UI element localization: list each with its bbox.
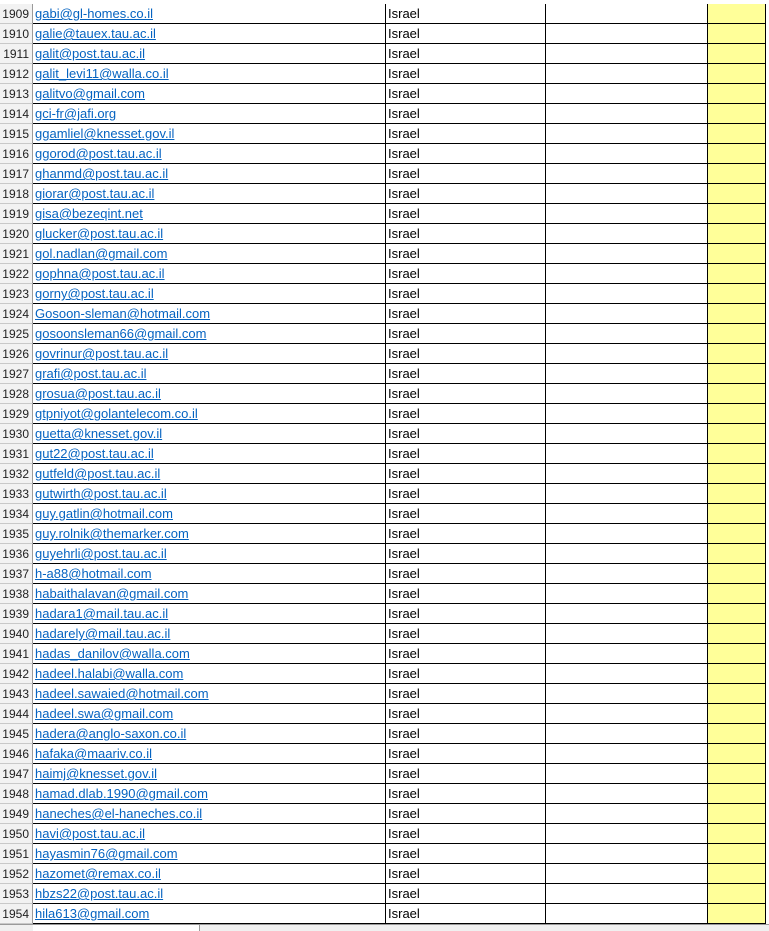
highlighted-cell[interactable] (708, 204, 766, 224)
table-row (0, 164, 769, 184)
email-link-cell[interactable]: hadeel.sawaied@hotmail.com (33, 684, 386, 704)
row-number[interactable]: 1934 (0, 504, 33, 524)
table-row (0, 804, 769, 824)
highlighted-cell[interactable] (708, 384, 766, 404)
highlighted-cell[interactable] (708, 224, 766, 244)
table-row (0, 244, 769, 264)
country-cell[interactable]: Israel (386, 664, 546, 684)
empty-cell[interactable] (546, 24, 708, 44)
email-link-cell[interactable]: hadara1@mail.tau.ac.il (33, 604, 386, 624)
table-row (0, 4, 769, 24)
empty-cell[interactable] (546, 404, 708, 424)
highlighted-cell[interactable] (708, 44, 766, 64)
email-link-cell[interactable]: ggorod@post.tau.ac.il (33, 144, 386, 164)
table-row (0, 504, 769, 524)
empty-cell[interactable] (546, 864, 708, 884)
table-row (0, 304, 769, 324)
email-link-cell[interactable]: galitvo@gmail.com (33, 84, 386, 104)
empty-cell[interactable] (546, 904, 708, 924)
row-number[interactable]: 1928 (0, 384, 33, 404)
highlighted-cell[interactable] (708, 64, 766, 84)
table-row (0, 764, 769, 784)
country-cell[interactable]: Israel (386, 184, 546, 204)
table-row (0, 664, 769, 684)
country-cell[interactable]: Israel (386, 64, 546, 84)
email-link-cell[interactable]: habaithalavan@gmail.com (33, 584, 386, 604)
country-cell[interactable]: Israel (386, 284, 546, 304)
email-link-cell[interactable]: hadarely@mail.tau.ac.il (33, 624, 386, 644)
empty-cell[interactable] (546, 884, 708, 904)
highlighted-cell[interactable] (708, 24, 766, 44)
row-number[interactable]: 1927 (0, 364, 33, 384)
country-cell[interactable]: Israel (386, 764, 546, 784)
country-cell[interactable]: Israel (386, 784, 546, 804)
row-number[interactable]: 1936 (0, 544, 33, 564)
email-link-cell[interactable]: hazomet@remax.co.il (33, 864, 386, 884)
table-row (0, 884, 769, 904)
email-link-cell[interactable]: gutwirth@post.tau.ac.il (33, 484, 386, 504)
email-link-cell[interactable]: gtpniyot@golantelecom.co.il (33, 404, 386, 424)
country-cell[interactable]: Israel (386, 344, 546, 364)
empty-cell[interactable] (546, 64, 708, 84)
email-link-cell[interactable]: gut22@post.tau.ac.il (33, 444, 386, 464)
empty-cell[interactable] (546, 844, 708, 864)
country-cell[interactable]: Israel (386, 724, 546, 744)
email-link-cell[interactable]: hadeel.halabi@walla.com (33, 664, 386, 684)
highlighted-cell[interactable] (708, 584, 766, 604)
table-row (0, 824, 769, 844)
empty-cell[interactable] (546, 684, 708, 704)
table-row (0, 264, 769, 284)
empty-cell[interactable] (546, 504, 708, 524)
table-row (0, 144, 769, 164)
highlighted-cell[interactable] (708, 484, 766, 504)
empty-cell[interactable] (546, 324, 708, 344)
row-number[interactable]: 1948 (0, 784, 33, 804)
highlighted-cell[interactable] (708, 424, 766, 444)
row-number[interactable]: 1918 (0, 184, 33, 204)
empty-cell[interactable] (546, 344, 708, 364)
email-link-cell[interactable]: guyehrli@post.tau.ac.il (33, 544, 386, 564)
highlighted-cell[interactable] (708, 804, 766, 824)
highlighted-cell[interactable] (708, 164, 766, 184)
row-number[interactable]: 1946 (0, 744, 33, 764)
empty-cell[interactable] (546, 464, 708, 484)
country-cell[interactable]: Israel (386, 224, 546, 244)
empty-cell[interactable] (546, 384, 708, 404)
empty-cell[interactable] (546, 764, 708, 784)
table-row (0, 384, 769, 404)
highlighted-cell[interactable] (708, 504, 766, 524)
highlighted-cell[interactable] (708, 544, 766, 564)
country-cell[interactable]: Israel (386, 24, 546, 44)
highlighted-cell[interactable] (708, 404, 766, 424)
country-cell[interactable]: Israel (386, 744, 546, 764)
table-row (0, 844, 769, 864)
table-row (0, 464, 769, 484)
country-cell[interactable]: Israel (386, 604, 546, 624)
empty-cell[interactable] (546, 304, 708, 324)
highlighted-cell[interactable] (708, 144, 766, 164)
table-row (0, 344, 769, 364)
spreadsheet-grid (0, 4, 769, 924)
country-cell[interactable]: Israel (386, 364, 546, 384)
email-link-cell[interactable]: gabi@gl-homes.co.il (33, 4, 386, 24)
email-link-cell[interactable]: guy.gatlin@hotmail.com (33, 504, 386, 524)
email-link-cell[interactable]: gol.nadlan@gmail.com (33, 244, 386, 264)
country-cell[interactable]: Israel (386, 704, 546, 724)
email-link-cell[interactable]: galie@tauex.tau.ac.il (33, 24, 386, 44)
row-number[interactable]: 1944 (0, 704, 33, 724)
email-link-cell[interactable]: havi@post.tau.ac.il (33, 824, 386, 844)
highlighted-cell[interactable] (708, 304, 766, 324)
table-row (0, 444, 769, 464)
row-number[interactable]: 1913 (0, 84, 33, 104)
country-cell[interactable]: Israel (386, 624, 546, 644)
empty-cell[interactable] (546, 804, 708, 824)
country-cell[interactable]: Israel (386, 244, 546, 264)
empty-cell[interactable] (546, 624, 708, 644)
country-cell[interactable]: Israel (386, 904, 546, 924)
country-cell[interactable]: Israel (386, 44, 546, 64)
row-number[interactable]: 1910 (0, 24, 33, 44)
empty-cell[interactable] (546, 824, 708, 844)
empty-cell[interactable] (546, 784, 708, 804)
email-link-cell[interactable]: Gosoon-sleman@hotmail.com (33, 304, 386, 324)
highlighted-cell[interactable] (708, 264, 766, 284)
highlighted-cell[interactable] (708, 324, 766, 344)
country-cell[interactable]: Israel (386, 404, 546, 424)
country-cell[interactable]: Israel (386, 844, 546, 864)
table-row (0, 124, 769, 144)
highlighted-cell[interactable] (708, 704, 766, 724)
empty-cell[interactable] (546, 644, 708, 664)
table-row (0, 24, 769, 44)
email-link-cell[interactable]: h-a88@hotmail.com (33, 564, 386, 584)
empty-cell[interactable] (546, 164, 708, 184)
email-link-cell[interactable]: hamad.dlab.1990@gmail.com (33, 784, 386, 804)
country-cell[interactable]: Israel (386, 584, 546, 604)
country-cell[interactable]: Israel (386, 464, 546, 484)
country-cell[interactable]: Israel (386, 164, 546, 184)
table-row (0, 284, 769, 304)
table-row (0, 704, 769, 724)
highlighted-cell[interactable] (708, 684, 766, 704)
empty-cell[interactable] (546, 564, 708, 584)
highlighted-cell[interactable] (708, 284, 766, 304)
row-number[interactable]: 1943 (0, 684, 33, 704)
email-link-cell[interactable]: glucker@post.tau.ac.il (33, 224, 386, 244)
empty-cell[interactable] (546, 184, 708, 204)
country-cell[interactable]: Israel (386, 124, 546, 144)
row-number[interactable]: 1914 (0, 104, 33, 124)
empty-cell[interactable] (546, 544, 708, 564)
row-number[interactable]: 1942 (0, 664, 33, 684)
country-cell[interactable]: Israel (386, 564, 546, 584)
email-link-cell[interactable]: hadera@anglo-saxon.co.il (33, 724, 386, 744)
highlighted-cell[interactable] (708, 84, 766, 104)
country-cell[interactable]: Israel (386, 104, 546, 124)
row-number[interactable]: 1926 (0, 344, 33, 364)
table-row (0, 904, 769, 924)
highlighted-cell[interactable] (708, 744, 766, 764)
row-number[interactable]: 1911 (0, 44, 33, 64)
row-number[interactable]: 1945 (0, 724, 33, 744)
table-row (0, 564, 769, 584)
empty-cell[interactable] (546, 524, 708, 544)
country-cell[interactable]: Israel (386, 144, 546, 164)
email-link-cell[interactable]: galit_levi11@walla.co.il (33, 64, 386, 84)
email-link-cell[interactable]: gisa@bezeqint.net (33, 204, 386, 224)
email-link-cell[interactable]: grafi@post.tau.ac.il (33, 364, 386, 384)
country-cell[interactable]: Israel (386, 684, 546, 704)
row-number[interactable]: 1949 (0, 804, 33, 824)
highlighted-cell[interactable] (708, 764, 766, 784)
row-number[interactable]: 1915 (0, 124, 33, 144)
row-number[interactable]: 1947 (0, 764, 33, 784)
country-cell[interactable]: Israel (386, 484, 546, 504)
country-cell[interactable]: Israel (386, 4, 546, 24)
email-link-cell[interactable]: haneches@el-haneches.co.il (33, 804, 386, 824)
highlighted-cell[interactable] (708, 564, 766, 584)
highlighted-cell[interactable] (708, 244, 766, 264)
row-number[interactable]: 1916 (0, 144, 33, 164)
empty-cell[interactable] (546, 724, 708, 744)
row-number[interactable]: 1931 (0, 444, 33, 464)
row-number[interactable]: 1940 (0, 624, 33, 644)
email-link-cell[interactable]: ggamliel@knesset.gov.il (33, 124, 386, 144)
highlighted-cell[interactable] (708, 364, 766, 384)
country-cell[interactable]: Israel (386, 304, 546, 324)
email-link-cell[interactable]: gophna@post.tau.ac.il (33, 264, 386, 284)
empty-cell[interactable] (546, 444, 708, 464)
row-number[interactable]: 1938 (0, 584, 33, 604)
table-row (0, 864, 769, 884)
country-cell[interactable]: Israel (386, 524, 546, 544)
table-row (0, 544, 769, 564)
highlighted-cell[interactable] (708, 604, 766, 624)
empty-cell[interactable] (546, 584, 708, 604)
email-link-cell[interactable]: galit@post.tau.ac.il (33, 44, 386, 64)
highlighted-cell[interactable] (708, 444, 766, 464)
empty-cell[interactable] (546, 4, 708, 24)
email-link-cell[interactable]: hayasmin76@gmail.com (33, 844, 386, 864)
empty-cell[interactable] (546, 244, 708, 264)
highlighted-cell[interactable] (708, 104, 766, 124)
row-number[interactable]: 1909 (0, 4, 33, 24)
highlighted-cell[interactable] (708, 644, 766, 664)
email-link-cell[interactable]: hila613@gmail.com (33, 904, 386, 924)
country-cell[interactable]: Israel (386, 644, 546, 664)
highlighted-cell[interactable] (708, 624, 766, 644)
highlighted-cell[interactable] (708, 864, 766, 884)
table-row (0, 84, 769, 104)
empty-cell[interactable] (546, 424, 708, 444)
row-number[interactable]: 1919 (0, 204, 33, 224)
country-cell[interactable]: Israel (386, 544, 546, 564)
table-row (0, 104, 769, 124)
email-link-cell[interactable]: hadas_danilov@walla.com (33, 644, 386, 664)
empty-cell[interactable] (546, 104, 708, 124)
email-link-cell[interactable]: gutfeld@post.tau.ac.il (33, 464, 386, 484)
email-link-cell[interactable]: haimj@knesset.gov.il (33, 764, 386, 784)
empty-cell[interactable] (546, 604, 708, 624)
empty-cell[interactable] (546, 744, 708, 764)
row-number[interactable]: 1953 (0, 884, 33, 904)
sheet-tab[interactable] (101, 925, 200, 931)
row-number[interactable]: 1954 (0, 904, 33, 924)
table-row (0, 224, 769, 244)
highlighted-cell[interactable] (708, 844, 766, 864)
table-row (0, 604, 769, 624)
highlighted-cell[interactable] (708, 524, 766, 544)
country-cell[interactable]: Israel (386, 324, 546, 344)
empty-cell[interactable] (546, 484, 708, 504)
email-link-cell[interactable]: ghanmd@post.tau.ac.il (33, 164, 386, 184)
empty-cell[interactable] (546, 224, 708, 244)
table-row (0, 584, 769, 604)
country-cell[interactable]: Israel (386, 264, 546, 284)
empty-cell[interactable] (546, 124, 708, 144)
email-link-cell[interactable]: giorar@post.tau.ac.il (33, 184, 386, 204)
email-link-cell[interactable]: hbzs22@post.tau.ac.il (33, 884, 386, 904)
table-row (0, 204, 769, 224)
row-number[interactable]: 1950 (0, 824, 33, 844)
table-row (0, 44, 769, 64)
row-number[interactable]: 1933 (0, 484, 33, 504)
table-row (0, 744, 769, 764)
row-number[interactable]: 1925 (0, 324, 33, 344)
row-number[interactable]: 1941 (0, 644, 33, 664)
country-cell[interactable]: Israel (386, 504, 546, 524)
email-link-cell[interactable]: grosua@post.tau.ac.il (33, 384, 386, 404)
email-link-cell[interactable]: guy.rolnik@themarker.com (33, 524, 386, 544)
empty-cell[interactable] (546, 664, 708, 684)
table-row (0, 364, 769, 384)
country-cell[interactable]: Israel (386, 444, 546, 464)
highlighted-cell[interactable] (708, 184, 766, 204)
table-row (0, 644, 769, 664)
country-cell[interactable]: Israel (386, 824, 546, 844)
table-row (0, 404, 769, 424)
highlighted-cell[interactable] (708, 824, 766, 844)
row-number[interactable]: 1930 (0, 424, 33, 444)
email-link-cell[interactable]: guetta@knesset.gov.il (33, 424, 386, 444)
row-number[interactable]: 1923 (0, 284, 33, 304)
highlighted-cell[interactable] (708, 124, 766, 144)
row-number[interactable]: 1920 (0, 224, 33, 244)
row-number[interactable]: 1921 (0, 244, 33, 264)
empty-cell[interactable] (546, 704, 708, 724)
row-number[interactable]: 1922 (0, 264, 33, 284)
row-number[interactable]: 1952 (0, 864, 33, 884)
row-number[interactable]: 1924 (0, 304, 33, 324)
highlighted-cell[interactable] (708, 664, 766, 684)
country-cell[interactable]: Israel (386, 204, 546, 224)
email-link-cell[interactable]: gosoonsleman66@gmail.com (33, 324, 386, 344)
email-link-cell[interactable]: gorny@post.tau.ac.il (33, 284, 386, 304)
highlighted-cell[interactable] (708, 344, 766, 364)
table-row (0, 484, 769, 504)
table-row (0, 724, 769, 744)
email-link-cell[interactable]: govrinur@post.tau.ac.il (33, 344, 386, 364)
highlighted-cell[interactable] (708, 464, 766, 484)
row-number[interactable]: 1912 (0, 64, 33, 84)
email-link-cell[interactable]: hafaka@maariv.co.il (33, 744, 386, 764)
country-cell[interactable]: Israel (386, 804, 546, 824)
highlighted-cell[interactable] (708, 884, 766, 904)
table-row (0, 684, 769, 704)
empty-cell[interactable] (546, 84, 708, 104)
table-row (0, 64, 769, 84)
country-cell[interactable]: Israel (386, 864, 546, 884)
row-number[interactable]: 1935 (0, 524, 33, 544)
table-row (0, 524, 769, 544)
sheet-tab[interactable] (33, 925, 102, 931)
empty-cell[interactable] (546, 204, 708, 224)
row-number[interactable]: 1932 (0, 464, 33, 484)
row-number[interactable]: 1917 (0, 164, 33, 184)
table-row (0, 784, 769, 804)
empty-cell[interactable] (546, 264, 708, 284)
table-row (0, 424, 769, 444)
empty-cell[interactable] (546, 364, 708, 384)
table-row (0, 324, 769, 344)
row-number[interactable]: 1951 (0, 844, 33, 864)
highlighted-cell[interactable] (708, 784, 766, 804)
row-number[interactable]: 1939 (0, 604, 33, 624)
empty-cell[interactable] (546, 44, 708, 64)
country-cell[interactable]: Israel (386, 884, 546, 904)
highlighted-cell[interactable] (708, 4, 766, 24)
country-cell[interactable]: Israel (386, 424, 546, 444)
row-number[interactable]: 1929 (0, 404, 33, 424)
row-number[interactable]: 1937 (0, 564, 33, 584)
email-link-cell[interactable]: gci-fr@jafi.org (33, 104, 386, 124)
empty-cell[interactable] (546, 284, 708, 304)
highlighted-cell[interactable] (708, 724, 766, 744)
country-cell[interactable]: Israel (386, 384, 546, 404)
highlighted-cell[interactable] (708, 904, 766, 924)
country-cell[interactable]: Israel (386, 84, 546, 104)
empty-cell[interactable] (546, 144, 708, 164)
table-row (0, 624, 769, 644)
table-row (0, 184, 769, 204)
email-link-cell[interactable]: hadeel.swa@gmail.com (33, 704, 386, 724)
